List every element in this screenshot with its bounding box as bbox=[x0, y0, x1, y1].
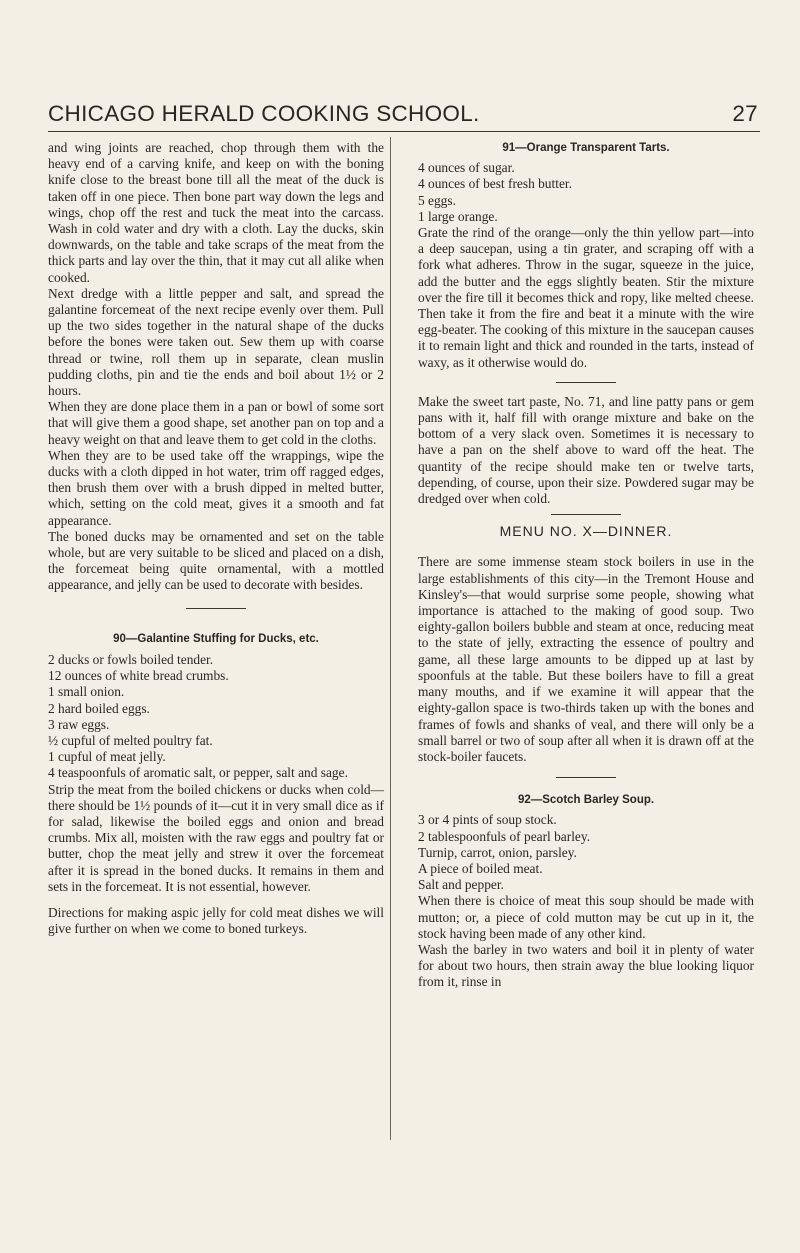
running-title: CHICAGO HERALD COOKING SCHOOL. bbox=[48, 101, 480, 126]
menu-title: MENU NO. X—DINNER. bbox=[499, 523, 673, 540]
ingredient: 1 cupful of meat jelly. bbox=[48, 749, 166, 765]
paragraph: The boned ducks may be ornamented and set on the table whole, but are very suitable to be sliced and placed on a dish, the forcemeat being quite ornamental, with a mottled appearance, and jelly can be used to decorate with besides. bbox=[48, 528, 384, 593]
ingredient: 1 large orange. bbox=[418, 208, 498, 224]
recipe-heading: 90—Galantine Stuffing for Ducks, etc. bbox=[113, 632, 319, 645]
recipe-method: Grate the rind of the orange—only the thin yellow part—into a deep saucepan, using a tin grater, and scraping off with a fork what adheres. Throw in the sugar, squeeze in the juice, add the butter and the eggs slightly beaten. Stir the mixture over the fire till it becomes thick and ropy, like melted cheese. Then take it from the fire and beat it a minute with the wire egg-beater. The cooking of this mixture in the saucepan causes it to remain light and thick and rounded in the tarts, instead of waxy, as it otherwise would do. bbox=[418, 225, 754, 370]
ingredient: 2 hard boiled eggs. bbox=[48, 700, 150, 716]
right-column bbox=[418, 140, 754, 991]
page-number: 27 bbox=[732, 101, 758, 126]
ingredient: 5 eggs. bbox=[418, 192, 456, 208]
recipe-method: When there is choice of meat this soup should be made with mutton; or, a piece of cold mutton may be cut up in it, the stock having been made of any other kind. bbox=[418, 893, 754, 941]
ingredient: 3 or 4 pints of soup stock. bbox=[418, 812, 557, 828]
closing-note: Directions for making aspic jelly for cold meat dishes we will give further on when we come to boned turkeys. bbox=[48, 904, 384, 937]
paragraph: Next dredge with a little pepper and salt, and spread the galantine forcemeat of the next recipe evenly over them. Pull up the two sides together in the natural shape of the ducks before the bones were taken out. Sew them up with coarse thread or twine, roll them up in separate, clean muslin pudding cloths, pin and tie the ends and boil about 1½ or 2 hours. bbox=[48, 285, 384, 399]
recipe-heading: 91—Orange Transparent Tarts. bbox=[502, 142, 670, 154]
left-column bbox=[48, 140, 384, 937]
ingredient: Salt and pepper. bbox=[418, 877, 504, 893]
column-divider bbox=[390, 137, 391, 1140]
menu-text: There are some immense steam stock boilers in use in the large establishments of this city—in the Tremont House and Kinsley's—that would surprise some people, showing what importance is attached to the making of good soup. Two eighty-gallon boilers bubble and steam at once, reducing meat to the state of jelly, extracting the essence of poultry and game, all these large amounts to be dipped up at last by spoonfuls at the table. But these boilers have to fill a great many mouths, and if we examine it will appear that the eighty-gallon space is two-thirds taken up with the bones and frames of fowls and shanks of veal, and there will only be a small barrel or two of soup after all when it is drawn off at the stock-boiler faucets. bbox=[418, 554, 754, 764]
recipe-method: Strip the meat from the boiled chickens or ducks when cold—there should be 1½ pounds of it—cut it in very small dice as if for salad, likewise the boiled eggs and onion and bread crumbs. Mix all, moisten with the raw eggs and poultry fat or butter, chop the meat jelly and strew it over the forcemeat after it is spread in the boned ducks. It remains in them and sets in the forcemeat. It is not essential, however. bbox=[48, 781, 384, 894]
paragraph: When they are done place them in a pan or bowl of some sort that will give them a good shape, set another pan on top and a heavy weight on that and leave them to get cold in the cloths. bbox=[48, 399, 384, 447]
ingredient: 4 ounces of best fresh butter. bbox=[418, 176, 572, 192]
ingredient: 2 tablespoonfuls of pearl barley. bbox=[418, 828, 591, 844]
ingredient: 12 ounces of white bread crumbs. bbox=[48, 668, 229, 684]
ingredient: 2 ducks or fowls boiled tender. bbox=[48, 651, 214, 667]
paragraph: and wing joints are reached, chop through them with the heavy end of a carving knife, and keep on with the boning knife close to the breast bone till all the meat of the duck is taken off in one piece. Then bone part way down the legs and wings, chop off the rest and tuck the meat into the carcass. Wash in cold water and dry with a cloth. Lay the ducks, skin downwards, on the table and take scraps of the meat from the thick parts and lay over the thin, that it may cut all alike when cooked. bbox=[48, 140, 384, 285]
recipe-assembly: Make the sweet tart paste, No. 71, and line patty pans or gem pans with it, half fill with orange mixture and bake on the bottom of a very slack oven. Sometimes it is necessary to have a pan on the shelf above to ward off the heat. The quantity of the recipe should make ten or twelve tarts, depending, of course, upon their size. Powdered sugar may be dredged over when cold. bbox=[418, 393, 754, 507]
ingredient: 4 ounces of sugar. bbox=[418, 160, 515, 176]
ingredient: 1 small onion. bbox=[48, 684, 125, 700]
ingredient: 4 teaspoonfuls of aromatic salt, or pepper, salt and sage. bbox=[48, 765, 348, 781]
ingredient: 3 raw eggs. bbox=[48, 716, 110, 732]
ingredient: Turnip, carrot, onion, parsley. bbox=[418, 844, 577, 860]
ingredient: A piece of boiled meat. bbox=[418, 860, 543, 876]
page-header bbox=[48, 100, 760, 132]
ingredient: ½ cupful of melted poultry fat. bbox=[48, 732, 213, 748]
paragraph: When they are to be used take off the wrappings, wipe the ducks with a cloth dipped in hot water, trim off ragged edges, then brush them over with a brush dipped in melted butter, which, setting on the cold meat, gives it a smooth and fat appearance. bbox=[48, 447, 384, 528]
recipe-method: Wash the barley in two waters and boil it in plenty of water for about two hours, then strain away the blue looking liquor from it, rinse in bbox=[418, 941, 754, 990]
recipe-heading: 92—Scotch Barley Soup. bbox=[517, 794, 655, 807]
